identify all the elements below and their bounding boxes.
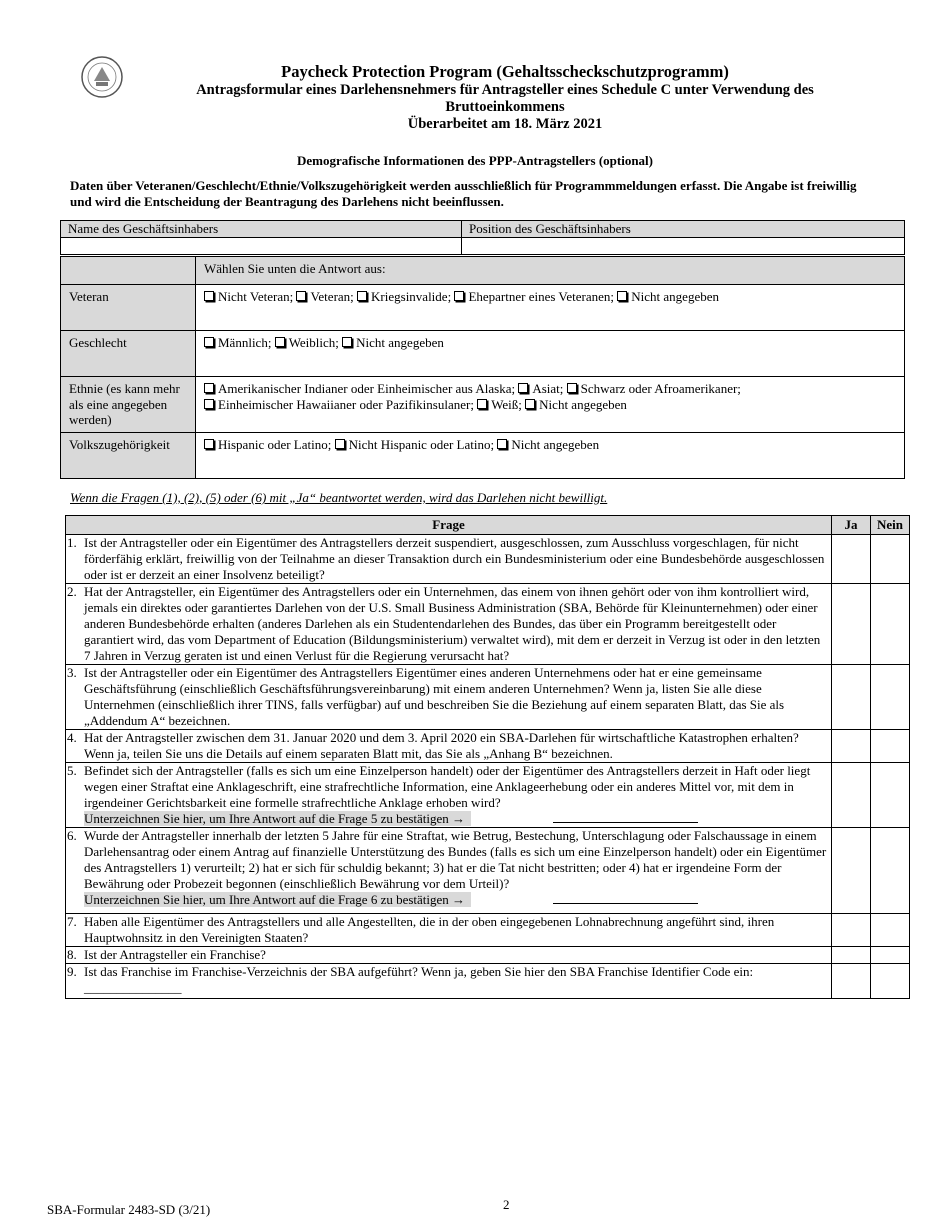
question-row: 3. Ist der Antragsteller oder ein Eigentümer des Antragstellers Eigentümer eines anderen Unternehmens oder hat er eine gemeinsame Geschäftsführung (einschließlich Geschäftsführungsvereinbarung) mit einem anderen Unternehmen? Wenn ja, listen Sie alle diese Unternehmen (einschließlich ihrer TINS, falls verfügbar) auf und beschreiben Sie die Beziehung auf einem separaten Blatt, das Sie als „Addendum A“ bezeichnen. [66, 665, 910, 730]
no-answer-cell[interactable] [871, 535, 910, 584]
question-text: Ist das Franchise im Franchise-Verzeichnis der SBA aufgeführt? Wenn ja, geben Sie hier den SBA Franchise Identifier Code ein: _______________ [84, 964, 754, 995]
nationality-options: Hispanic oder Latino; Nicht Hispanic oder Latino; Nicht angegeben [196, 432, 905, 478]
gender-options: Männlich; Weiblich; Nicht angegeben [196, 331, 905, 377]
no-answer-cell[interactable] [871, 584, 910, 665]
checkbox[interactable] [525, 399, 535, 409]
question-column-header: Frage [66, 516, 832, 535]
question-text: Wurde der Antragsteller innerhalb der letzten 5 Jahre für eine Straftat, wie Betrug, Bestechung, Unterschlagung oder Falschaussage in einem Darlehensantrag oder einem Antrag auf finanzielle Unterstützung des Bundes (falls es sich um eine Einzelperson handelt) oder ein Eigentümer des Antragstellers 1) verurteilt; 2) hat er sich für schuldig bekannt; 3) hat er die Tat nicht bestritten; oder 4) hat er irgendeine Form der Bewährung oder Probezeit begonnen (einschließlich Bewährung vor dem Urteil)? [84, 828, 827, 891]
no-answer-cell[interactable] [871, 964, 910, 999]
checkbox[interactable] [204, 399, 214, 409]
signature-prompt: Unterzeichnen Sie hier, um Ihre Antwort auf die Frage 5 zu bestätigen → [84, 811, 471, 826]
sba-seal-icon [80, 55, 124, 99]
veteran-options: Nicht Veteran; Veteran; Kriegsinvalide; Ehepartner eines Veteranen; Nicht angegeben [196, 285, 905, 331]
eligibility-warning: Wenn die Fragen (1), (2), (5) oder (6) mit „Ja“ beantwortet werden, wird das Darlehen nicht bewilligt. [70, 490, 608, 505]
question-text: Haben alle Eigentümer des Antragstellers und alle Angestellten, die in der oben eingegebenen Lohnabrechnung angeführt sind, ihren Hauptwohnsitz in den Vereinigten Staaten? [84, 914, 775, 945]
owner-name-field[interactable] [61, 238, 462, 255]
signature-prompt: Unterzeichnen Sie hier, um Ihre Antwort auf die Frage 6 zu bestätigen → [84, 892, 471, 907]
question-row: 5. Befindet sich der Antragsteller (falls es sich um eine Einzelperson handelt) oder der Eigentümer des Antragstellers derzeit in Haft oder liegt wegen einer Straftat eine Anklageschrift, eine strafrechtliche Information, eine Anklageerhebung oder ein anderes Mittel vor, mit dem in irgendeiner Gerichtsbarkeit eine formelle strafrechtliche Anklage erhoben wird? Unterzeichnen Sie hier, um Ihre Antwort auf die Frage 5 zu bestätigen → [66, 763, 910, 828]
demographics-table [60, 256, 905, 479]
owner-name-label: Name des Geschäftsinhabers [61, 221, 462, 238]
question-row: 8. Ist der Antragsteller ein Franchise? [66, 947, 910, 964]
question-row: 7. Haben alle Eigentümer des Antragstellers und alle Angestellten, die in der oben eingegebenen Lohnabrechnung angeführt sind, ihren Hauptwohnsitz in den Vereinigten Staaten? [66, 914, 910, 947]
question-row: 9. Ist das Franchise im Franchise-Verzeichnis der SBA aufgeführt? Wenn ja, geben Sie hier den SBA Franchise Identifier Code ein: _______________ [66, 964, 910, 999]
question-text: Hat der Antragsteller zwischen dem 31. Januar 2020 und dem 3. April 2020 ein SBA-Darlehen für wirtschaftliche Katastrophen erhalten? Wenn ja, teilen Sie uns die Details auf einem separaten Blatt mit, das Sie als „Anhang B“ bezeichnen. [84, 730, 799, 761]
checkbox[interactable] [275, 337, 285, 347]
checkbox[interactable] [454, 291, 464, 301]
checkbox[interactable] [617, 291, 627, 301]
yes-answer-cell[interactable] [832, 763, 871, 828]
checkbox[interactable] [518, 383, 528, 393]
yes-answer-cell[interactable] [832, 914, 871, 947]
question-row: 6. Wurde der Antragsteller innerhalb der letzten 5 Jahre für eine Straftat, wie Betrug, Bestechung, Unterschlagung oder Falschaussage in einem Darlehensantrag oder einem Antrag auf finanzielle Unterstützung des Bundes (falls es sich um eine Einzelperson handelt) oder ein Eigentümer des Antragstellers 1) verurteilt; 2) hat er sich für schuldig bekannt; 3) hat er die Tat nicht bestritten; oder 4) hat er irgendeine Form der Bewährung oder Probezeit begonnen (einschließlich Bewährung vor dem Urteil)? Unterzeichnen Sie hier, um Ihre Antwort auf die Frage 6 zu bestätigen → [66, 828, 910, 914]
checkbox[interactable] [497, 439, 507, 449]
yes-answer-cell[interactable] [832, 584, 871, 665]
no-answer-cell[interactable] [871, 914, 910, 947]
checkbox[interactable] [204, 291, 214, 301]
checkbox[interactable] [342, 337, 352, 347]
checkbox[interactable] [357, 291, 367, 301]
veteran-label: Veteran [61, 285, 196, 331]
page-number: 2 [503, 1197, 510, 1212]
no-answer-cell[interactable] [871, 763, 910, 828]
owner-table [60, 220, 905, 255]
checkbox[interactable] [296, 291, 306, 301]
checkbox[interactable] [204, 383, 214, 393]
form-title: Paycheck Protection Program (Gehaltsscheckschutzprogramm) [281, 62, 729, 81]
no-answer-cell[interactable] [871, 665, 910, 730]
yes-answer-cell[interactable] [832, 964, 871, 999]
form-id: SBA-Formular 2483-SD (3/21) [47, 1202, 211, 1217]
no-column-header: Nein [871, 516, 910, 535]
yes-answer-cell[interactable] [832, 947, 871, 964]
section-title: Demografische Informationen des PPP-Antragstellers (optional) [297, 153, 653, 168]
yes-answer-cell[interactable] [832, 730, 871, 763]
question-row: 2. Hat der Antragsteller, ein Eigentümer des Antragstellers oder ein Unternehmen, das einem von ihnen gehört oder von ihm kontrolliert wird, jemals ein direktes oder garantiertes Darlehen von der U.S. Small Business Administration (SBA, Behörde für Kleinunternehmen) oder einer anderen Bundesbehörde erhalten (anderes Darlehen als ein Studentendarlehen des Bundes, das über ein Programm bereitgestellt oder garantiert wird, das vom Department of Education (Bildungsministerium) verwaltet wird), mit dem er derzeit in Verzug ist oder in den letzten 7 Jahren in Verzug geraten ist und einen Verlust für die Regierung verursacht hat? [66, 584, 910, 665]
ethnicity-label: Ethnie (es kann mehr als eine angegeben werden) [61, 377, 196, 433]
no-answer-cell[interactable] [871, 947, 910, 964]
question-text: Hat der Antragsteller, ein Eigentümer des Antragstellers oder ein Unternehmen, das einem von ihnen gehört oder von ihm kontrolliert wird, jemals ein direktes oder garantiertes Darlehen von der U.S. Small Business Administration (SBA, Behörde für Kleinunternehmen) oder einer anderen Bundesbehörde erhalten (anderes Darlehen als ein Studentendarlehen des Bundes, das über ein Programm bereitgestellt oder garantiert wird, das vom Department of Education (Bildungsministerium) verwaltet wird), mit dem er derzeit in Verzug ist oder in den letzten 7 Jahren in Verzug geraten ist und einen Verlust für die Regierung verursacht hat? [84, 584, 821, 663]
choose-label: Wählen Sie unten die Antwort aus: [196, 257, 905, 285]
signature-line[interactable] [553, 893, 698, 904]
form-subtitle: Antragsformular eines Darlehensnehmers für Antragsteller eines Schedule C unter Verwendung des Bruttoeinkommens [196, 82, 814, 115]
question-text: Ist der Antragsteller oder ein Eigentümer des Antragstellers Eigentümer eines anderen Unternehmens oder hat er eine gemeinsame Geschäftsführung (einschließlich Geschäftsführungsvereinbarung) mit einem anderen Unternehmen? Wenn ja, listen Sie alle diese Unternehmen (einschließlich ihrer TINS, falls verfügbar) auf und beschreiben Sie die Beziehung auf einem separaten Blatt, das Sie als „Addendum A“ bezeichnen. [84, 665, 785, 728]
question-text: Ist der Antragsteller oder ein Eigentümer des Antragstellers derzeit suspendiert, ausgeschlossen, zum Ausschluss vorgeschlagen, für nicht förderfähig erklärt, freiwillig von der Teilnahme an dieser Transaktion durch ein Bundesministerium oder eine Bundesbehörde ausgeschlossen oder ist er derzeit an einer Insolvenz beteiligt? [84, 535, 825, 582]
demographics-notice: Daten über Veteranen/Geschlecht/Ethnie/Volkszugehörigkeit werden ausschließlich für Programmmeldungen erfasst. Die Angabe ist freiwillig und wird die Entscheidung der Beantragung des Darlehens nicht beeinflussen. [70, 178, 857, 209]
owner-position-field[interactable] [462, 238, 905, 255]
checkbox[interactable] [567, 383, 577, 393]
no-answer-cell[interactable] [871, 730, 910, 763]
yes-answer-cell[interactable] [832, 828, 871, 914]
question-row: 4. Hat der Antragsteller zwischen dem 31. Januar 2020 und dem 3. April 2020 ein SBA-Darlehen für wirtschaftliche Katastrophen erhalten? Wenn ja, teilen Sie uns die Details auf einem separaten Blatt mit, das Sie als „Anhang B“ bezeichnen. [66, 730, 910, 763]
question-text: Ist der Antragsteller ein Franchise? [84, 947, 266, 962]
ethnicity-options: Amerikanischer Indianer oder Einheimischer aus Alaska; Asiat; Schwarz oder Afroamerikaner; Einheimischer Hawaiianer oder Pazifikinsulaner; Weiß; Nicht angegeben [196, 377, 905, 433]
form-header [140, 62, 870, 133]
questions-table [65, 515, 910, 999]
question-text: Befindet sich der Antragsteller (falls es sich um eine Einzelperson handelt) oder der Eigentümer des Antragstellers derzeit in Haft oder liegt wegen einer Straftat eine Anklageschrift, eine strafrechtliche Information, eine Anklageerhebung oder ein anderes Mittel vor, mit dem in irgendeiner Gerichtsbarkeit eine formelle strafrechtliche Anklage erhoben wird? [84, 763, 811, 810]
gender-label: Geschlecht [61, 331, 196, 377]
revision-date: Überarbeitet am 18. März 2021 [407, 116, 603, 132]
nationality-label: Volkszugehörigkeit [61, 432, 196, 478]
no-answer-cell[interactable] [871, 828, 910, 914]
checkbox[interactable] [335, 439, 345, 449]
owner-position-label: Position des Geschäftsinhabers [462, 221, 905, 238]
checkbox[interactable] [477, 399, 487, 409]
checkbox[interactable] [204, 439, 214, 449]
yes-answer-cell[interactable] [832, 665, 871, 730]
yes-answer-cell[interactable] [832, 535, 871, 584]
yes-column-header: Ja [832, 516, 871, 535]
question-row: 1. Ist der Antragsteller oder ein Eigentümer des Antragstellers derzeit suspendiert, ausgeschlossen, zum Ausschluss vorgeschlagen, für nicht förderfähig erklärt, freiwillig von der Teilnahme an dieser Transaktion durch ein Bundesministerium oder eine Bundesbehörde ausgeschlossen oder ist er derzeit an einer Insolvenz beteiligt? [66, 535, 910, 584]
checkbox[interactable] [204, 337, 214, 347]
signature-line[interactable] [553, 812, 698, 823]
